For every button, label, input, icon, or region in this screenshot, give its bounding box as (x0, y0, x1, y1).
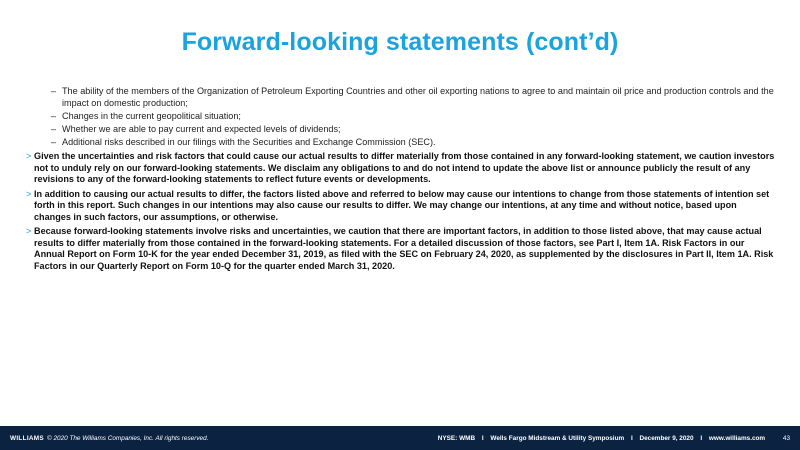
sub-bullet (28, 86, 776, 109)
main-bullet (28, 189, 776, 224)
footer-bar (0, 426, 800, 450)
dash-marker: – (51, 110, 57, 121)
footer-brand: WILLIAMS (10, 435, 44, 442)
sub-bullet (28, 111, 776, 123)
sub-bullet (28, 124, 776, 136)
dash-marker: – (51, 123, 57, 134)
slide-body (28, 86, 776, 272)
main-bullet-text: In addition to causing our actual results to differ, the factors listed above and referred to below may cause our intentions to change from those statements of intention set forth in this report. Such changes in our intentions may also cause our results to differ. We may change our intentions, at any time and without notice, based upon changes in such factors, our assumptions, or otherwise. (34, 188, 770, 222)
footer-website[interactable]: www.williams.com (708, 435, 766, 442)
sub-bullet-text: Additional risks described in our filings with the Securities and Exchange Commission (SEC). (62, 136, 436, 147)
footer-event: Wells Fargo Midstream & Utility Symposium (490, 435, 625, 442)
footer-separator: I (630, 435, 633, 442)
dash-marker: – (51, 86, 57, 96)
footer-ticker: NYSE: WMB (437, 435, 476, 442)
page-number: 43 (782, 435, 790, 442)
main-bullet (28, 226, 776, 272)
sub-bullet-text: The ability of the members of the Organization of Petroleum Exporting Countries and other oil exporting nations to agree to and maintain oil price and production controls and the impact on domestic production; (62, 86, 774, 108)
footer-left (10, 435, 208, 442)
footer-separator: I (481, 435, 484, 442)
chevron-right-icon: > (26, 188, 32, 199)
sub-bullet-text: Changes in the current geopolitical situation; (62, 110, 241, 121)
sub-bullet (28, 137, 776, 149)
dash-marker: – (51, 136, 57, 147)
main-bullet (28, 151, 776, 186)
footer-right (438, 435, 790, 442)
chevron-right-icon: > (26, 226, 32, 236)
main-bullet-text: Because forward-looking statements involve risks and uncertainties, we caution that there are important factors, in addition to those listed above, that may cause actual results to differ materially from those contained in the forward-looking statements. For a detailed discussion of those factors, see Part I, Item 1A. Risk Factors in our Annual Report on Form 10-K for the year ended December 31, 2019, as filed with the SEC on February 24, 2020, as supplemented by the disclosures in Part II, Item 1A. Risk Factors in our Quarterly Report on Form 10-Q for the quarter ended March 31, 2020. (34, 226, 774, 271)
footer-date: December 9, 2020 (639, 435, 694, 442)
main-bullet-text: Given the uncertainties and risk factors that could cause our actual results to differ materially from those contained in any forward-looking statement, we caution investors not to unduly rely on our forward-looking statements. We disclaim any obligations to and do not intend to update the above list or announce publicly the result of any revisions to any of the forward-looking statements to reflect future events or developments. (34, 151, 775, 184)
sub-bullet-text: Whether we are able to pay current and expected levels of dividends; (62, 123, 341, 134)
slide-title: Forward-looking statements (cont’d) (181, 28, 619, 56)
footer-separator: I (700, 435, 703, 442)
footer-copyright: © 2020 The Williams Companies, Inc. All rights reserved. (47, 435, 209, 442)
chevron-right-icon: > (26, 151, 32, 161)
